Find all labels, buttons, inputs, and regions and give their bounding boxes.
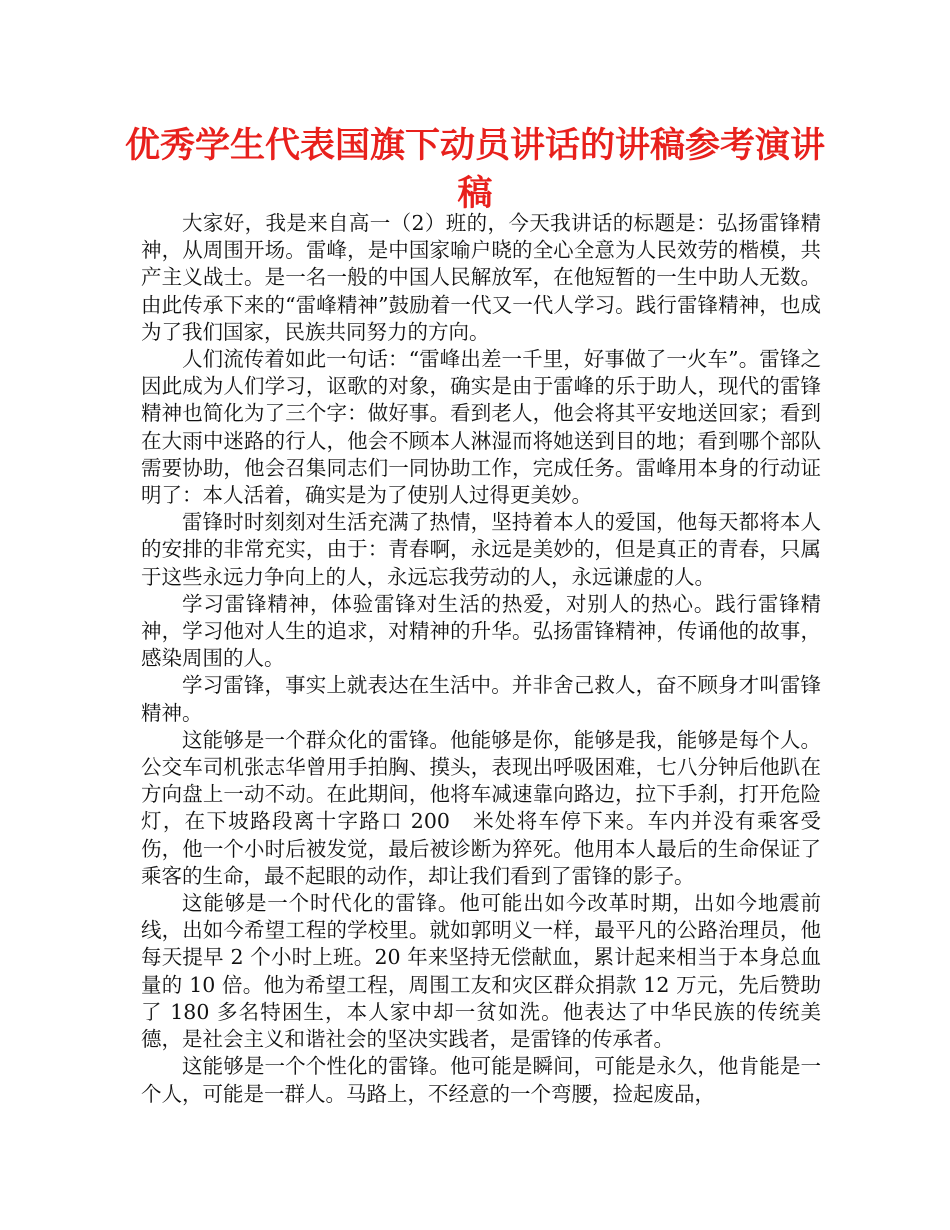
paragraph: 人们流传着如此一句话：“雷峰出差一千里，好事做了一火车”。雷锋之因此成为人们学习，讴歌的对象，确实是由于雷峰的乐于助人，现代的雷锋精神也简化为了三个字：做好事。看到老人，他会将其平安地送回家；看到在大雨中迷路的行人，他会不顾本人淋湿而将她送到目的地；看到哪个部队需要协助，他会召集同志们一同协助工作，完成任务。雷峰用本身的行动证明了：本人活着，确实是为了使别人过得更美妙。 — [141, 347, 821, 508]
document-body — [141, 210, 821, 1108]
paragraph: 雷锋时时刻刻对生活充满了热情，坚持着本人的爱国，他每天都将本人的安排的非常充实，由于：青春啊，永远是美妙的，但是真正的青春，只属于这些永远力争向上的人，永远忘我劳动的人，永远谦虚的人。 — [141, 510, 821, 589]
paragraph: 学习雷锋，事实上就表达在生活中。并非舍己救人，奋不顾身才叫雷锋精神。 — [141, 673, 821, 725]
paragraph: 这能够是一个群众化的雷锋。他能够是你，能够是我，能够是每个人。公交车司机张志华曾用手拍胸、摸头，表现出呼吸困难，七八分钟后他趴在方向盘上一动不动。在此期间，他将车减速靠向路边，拉下手刹，打开危险灯，在下坡路段离十字路口 200 米处将车停下来。车内并没有乘客受伤，他一个小时后被发觉，最后被诊断为猝死。他用本人最后的生命保证了乘客的生命，最不起眼的动作，却让我们看到了雷锋的影子。 — [141, 727, 821, 888]
document-title: 优秀学生代表国旗下动员讲话的讲稿参考演讲稿 — [124, 126, 825, 214]
paragraph: 这能够是一个个性化的雷锋。他可能是瞬间，可能是永久，他肯能是一个人，可能是一群人。马路上，不经意的一个弯腰，捡起废品， — [141, 1054, 821, 1106]
paragraph: 这能够是一个时代化的雷锋。他可能出如今改革时期，出如今地震前线，出如今希望工程的学校里。就如郭明义一样，最平凡的公路治理员，他每天提早 2 个小时上班。20 年来坚持无偿献血，累计起来相当于本身总血量的 10 倍。他为希望工程，周围工友和灾区群众捐款 12 万元，先后赞助了 180 多名特困生，本人家中却一贫如洗。他表达了中华民族的传统美德，是社会主义和谐社会的坚决实践者，是雷锋的传承者。 — [141, 891, 821, 1052]
paragraph: 大家好，我是来自高一（2）班的，今天我讲话的标题是：弘扬雷锋精神，从周围开场。雷峰，是中国家喻户晓的全心全意为人民效劳的楷模，共产主义战士。是一名一般的中国人民解放军，在他短暂的一生中助人无数。由此传承下来的“雷峰精神”鼓励着一代又一代人学习。践行雷锋精神，也成为了我们国家，民族共同努力的方向。 — [141, 211, 821, 344]
paragraph: 学习雷锋精神，体验雷锋对生活的热爱，对别人的热心。践行雷锋精神，学习他对人生的追求，对精神的升华。弘扬雷锋精神，传诵他的故事，感染周围的人。 — [141, 591, 821, 671]
